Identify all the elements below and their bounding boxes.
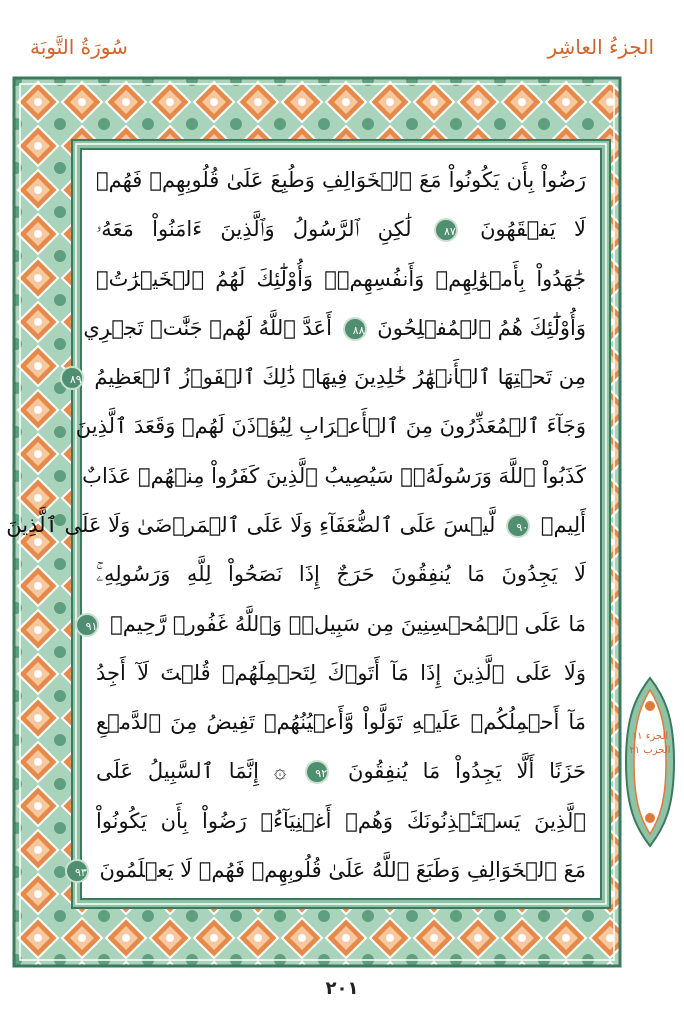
ayah-number-icon: ٩٠ xyxy=(506,514,530,538)
hizb-marker-icon xyxy=(624,676,676,848)
page-number: ٢٠١ xyxy=(325,978,359,999)
text-line: لَا يَفۡقَهُونَ ٨٧ لَٰكِنِ ٱلرَّسُولُ وَٱلَّذِينَ ءَامَنُواْ مَعَهُۥ xyxy=(96,217,586,242)
text-panel xyxy=(6,148,602,900)
ayah-number-icon: ٩٢ xyxy=(305,760,329,784)
text-line: وَأُوْلَٰٓئِكَ هُمُ ٱلۡمُفۡلِحُونَ ٨٨ أَعَدَّ ٱللَّهُ لَهُمۡ جَنَّٰتٖ تَجۡرِي xyxy=(83,315,586,340)
text-line: لَا يَجِدُونَ مَا يُنفِقُونَ حَرَجٌ إِذَا نَصَحُواْ لِلَّهِ وَرَسُولِهِۦۚ xyxy=(96,562,586,587)
hizb-marker-text xyxy=(628,730,672,758)
text-line: مِن تَحۡتِهَا ٱلۡأَنۡهَٰرُ خَٰلِدِينَ فِيهَاۚ ذَٰلِكَ ٱلۡفَوۡزُ ٱلۡعَظِيمُ ٨٩ xyxy=(96,355,586,399)
ayah-number-icon: ٩١ xyxy=(75,613,99,637)
text-line: ٱلَّذِينَ يَسۡتَـٔۡذِنُونَكَ وَهُمۡ أَغۡنِيَآءُۚ رَضُواْ بِأَن يَكُونُواْ xyxy=(96,808,586,833)
ayah-number-icon: ٨٩ xyxy=(60,366,84,390)
text-line: جَٰهَدُواْ بِأَمۡوَٰلِهِمۡ وَأَنفُسِهِمۡۚ وَأُوْلَٰٓئِكَ لَهُمُ ٱلۡخَيۡرَٰتُۖ xyxy=(96,266,586,291)
text-line: وَجَآءَ ٱلۡمُعَذِّرُونَ مِنَ ٱلۡأَعۡرَابِ لِيُؤۡذَنَ لَهُمۡ وَقَعَدَ ٱلَّذِينَ xyxy=(75,414,586,439)
text-line: كَذَبُواْ ٱللَّهَ وَرَسُولَهُۥۚ سَيُصِيبُ ٱلَّذِينَ كَفَرُواْ مِنۡهُمۡ عَذَابٌ xyxy=(82,463,586,488)
text-line: مَآ أَحۡمِلُكُمۡ عَلَيۡهِ تَوَلَّواْ وَّأَعۡيُنُهُمۡ تَفِيضُ مِنَ ٱلدَّمۡعِ xyxy=(96,710,586,735)
ayah-number-icon: ٩٣ xyxy=(65,859,89,883)
juz-marker-label: الجزء ١١ xyxy=(631,731,669,742)
juz-title: الجزءُ العاشِر xyxy=(547,35,654,59)
surah-title: سُورَةُ التَّوبَة xyxy=(30,35,128,59)
text-line: مَا عَلَى ٱلۡمُحۡسِنِينَ مِن سَبِيلٖۚ وَٱللَّهُ غَفُورٞ رَّحِيمٞ ٩١ xyxy=(96,602,586,646)
ayah-number-icon: ٨٧ xyxy=(434,218,458,242)
text-line: رَضُواْ بِأَن يَكُونُواْ مَعَ ٱلۡخَوَالِفِ وَطُبِعَ عَلَىٰ قُلُوبِهِمۡ فَهُمۡ xyxy=(96,168,586,192)
text-line: مَعَ ٱلۡخَوَالِفِ وَطَبَعَ ٱللَّهُ عَلَىٰ قُلُوبِهِمۡ فَهُمۡ لَا يَعۡلَمُونَ ٩٣ xyxy=(96,848,586,892)
hizb-marker-label: الحزب ٢١ xyxy=(629,745,671,756)
text-line: وَلَا عَلَى ٱلَّذِينَ إِذَا مَآ أَتَوۡكَ لِتَحۡمِلَهُمۡ قُلۡتَ لَآ أَجِدُ xyxy=(96,660,586,685)
text-line: حَزَنًا أَلَّا يَجِدُواْ مَا يُنفِقُونَ ٩٢ ۞ إِنَّمَا ٱلسَّبِيلُ عَلَى xyxy=(96,759,586,784)
text-line: أَلِيمٞ ٩٠ لَّيۡسَ عَلَى ٱلضُّعَفَآءِ وَلَا عَلَى ٱلۡمَرۡضَىٰ وَلَا عَلَى ٱلَّذِينَ xyxy=(6,512,586,537)
ayah-number-icon: ٨٨ xyxy=(343,317,367,341)
